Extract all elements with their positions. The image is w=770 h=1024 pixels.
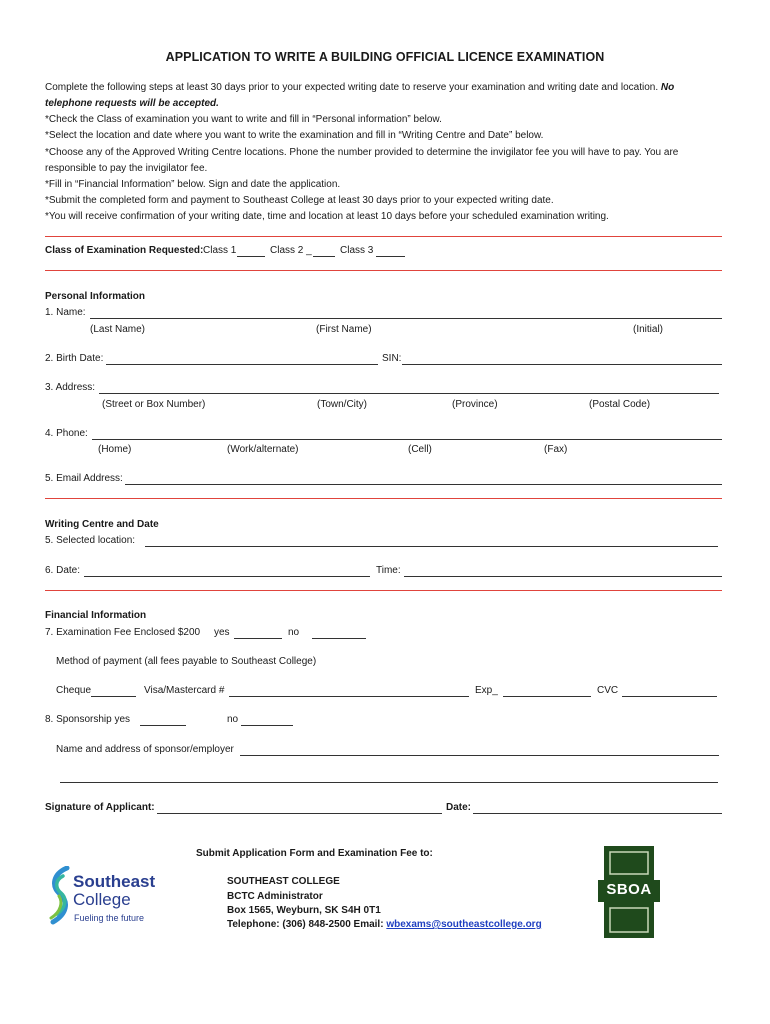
address-field[interactable]: [99, 393, 719, 394]
logo-line-2: College: [73, 890, 131, 909]
signature-label: Signature of Applicant:: [45, 802, 155, 813]
email-label: 5. Email Address:: [45, 473, 123, 484]
submit-heading: Submit Application Form and Examination Fee to:: [196, 848, 433, 859]
sboa-logo: [598, 844, 660, 940]
class-2-field[interactable]: [313, 256, 335, 257]
intro-text: Complete the following steps at least 30 days prior to your expected writing date to reserve your examination and writing date and location.: [45, 82, 659, 93]
step-3-cont: responsible to pay the invigilator fee.: [45, 163, 208, 174]
submit-address: Box 1565, Weyburn, SK S4H 0T1: [227, 905, 381, 916]
fax-caption: (Fax): [544, 444, 568, 455]
postal-caption: (Postal Code): [589, 399, 651, 410]
fee-yes-field[interactable]: [234, 638, 282, 639]
sponsorship-no-label: no: [227, 714, 239, 725]
first-name-caption: (First Name): [316, 324, 372, 335]
sponsorship-no-field[interactable]: [241, 725, 293, 726]
location-field[interactable]: [145, 546, 718, 547]
address-label: 3. Address:: [45, 382, 96, 393]
location-label: 5. Selected location:: [45, 535, 136, 546]
sponsor-address-field-2[interactable]: [60, 782, 718, 783]
cheque-label: Cheque: [56, 685, 92, 696]
visa-label: Visa/Mastercard #: [144, 685, 225, 696]
sin-field[interactable]: [402, 364, 722, 365]
date-field[interactable]: [84, 576, 370, 577]
intro-line-2: telephone requests will be accepted.: [45, 98, 219, 109]
email-link[interactable]: wbexams@southeastcollege.org: [386, 919, 542, 930]
financial-heading: Financial Information: [45, 610, 147, 621]
name-label: 1. Name:: [45, 307, 86, 318]
class-2-label: Class 2 _: [270, 245, 312, 256]
exp-field[interactable]: [503, 696, 591, 697]
fee-no-label: no: [288, 627, 300, 638]
class-label: Class of Examination Requested:: [45, 245, 204, 256]
sponsor-address-label: Name and address of sponsor/employer: [56, 744, 234, 755]
divider: [45, 236, 722, 237]
divider: [45, 498, 722, 499]
fee-label: 7. Examination Fee Enclosed $200: [45, 627, 201, 638]
phone-field[interactable]: [92, 439, 722, 440]
step-1: *Check the Class of examination you want to write and fill in “Personal information” below.: [45, 114, 442, 125]
class-3-label: Class 3: [340, 245, 374, 256]
cvc-label: CVC: [597, 685, 619, 696]
submit-phone: Telephone: (306) 848-2500 Email:: [227, 919, 384, 930]
last-name-caption: (Last Name): [90, 324, 146, 335]
fee-no-field[interactable]: [312, 638, 366, 639]
southeast-college-logo: [47, 866, 207, 932]
birth-date-field[interactable]: [106, 364, 378, 365]
class-3-field[interactable]: [376, 256, 405, 257]
birth-date-label: 2. Birth Date:: [45, 353, 104, 364]
cell-caption: (Cell): [408, 444, 432, 455]
payment-method-text: Method of payment (all fees payable to Southeast College): [56, 656, 317, 667]
email-field[interactable]: [125, 484, 722, 485]
time-field[interactable]: [404, 576, 722, 577]
submit-contact: [227, 918, 542, 931]
phone-label: 4. Phone:: [45, 428, 88, 439]
exp-label: Exp_: [475, 685, 498, 696]
signature-date-label: Date:: [446, 802, 472, 813]
step-5: *Submit the completed form and payment to Southeast College at least 30 days prior to your expected writing date.: [45, 195, 554, 206]
logo-line-1: Southeast: [73, 872, 156, 891]
divider: [45, 590, 722, 591]
initial-caption: (Initial): [633, 324, 664, 335]
step-2: *Select the location and date where you want to write the examination and fill in “Writing Centre and Date” below.: [45, 130, 544, 141]
form-title: APPLICATION TO WRITE A BUILDING OFFICIAL LICENCE EXAMINATION: [165, 50, 605, 64]
personal-heading: Personal Information: [45, 291, 146, 302]
work-caption: (Work/alternate): [227, 444, 299, 455]
street-caption: (Street or Box Number): [102, 399, 206, 410]
home-caption: (Home): [98, 444, 132, 455]
cheque-field[interactable]: [91, 696, 136, 697]
date-label: 6. Date:: [45, 565, 81, 576]
college-swoosh-icon: [47, 866, 73, 930]
province-caption: (Province): [452, 399, 498, 410]
intro-line-1: [45, 81, 674, 94]
step-6: *You will receive confirmation of your writing date, time and location at least 10 days before your scheduled examination writing.: [45, 211, 609, 222]
logo-tagline: Fueling the future: [74, 913, 145, 923]
time-label: Time:: [376, 565, 401, 576]
sponsorship-yes-field[interactable]: [140, 725, 186, 726]
fee-yes-label: yes: [214, 627, 230, 638]
sponsor-address-field[interactable]: [240, 755, 719, 756]
submit-org: SOUTHEAST COLLEGE: [227, 876, 340, 887]
submit-dept: BCTC Administrator: [227, 891, 323, 902]
sboa-text: SBOA: [606, 881, 652, 898]
signature-field[interactable]: [157, 813, 442, 814]
sin-label: SIN:: [382, 353, 402, 364]
divider: [45, 270, 722, 271]
intro-bold-text: No: [660, 82, 675, 93]
step-4: *Fill in “Financial Information” below. Sign and date the application.: [45, 179, 341, 190]
signature-date-field[interactable]: [473, 813, 722, 814]
writing-heading: Writing Centre and Date: [45, 519, 159, 530]
step-3: *Choose any of the Approved Writing Centre locations. Phone the number provided to determine the invigilator fee you will have to pay. You are: [45, 147, 679, 158]
class-1-label: Class 1: [203, 245, 237, 256]
sponsorship-label: 8. Sponsorship yes: [45, 714, 131, 725]
town-caption: (Town/City): [317, 399, 368, 410]
class-1-field[interactable]: [237, 256, 265, 257]
cvc-field[interactable]: [622, 696, 717, 697]
name-field[interactable]: [90, 318, 722, 319]
card-number-field[interactable]: [229, 696, 469, 697]
